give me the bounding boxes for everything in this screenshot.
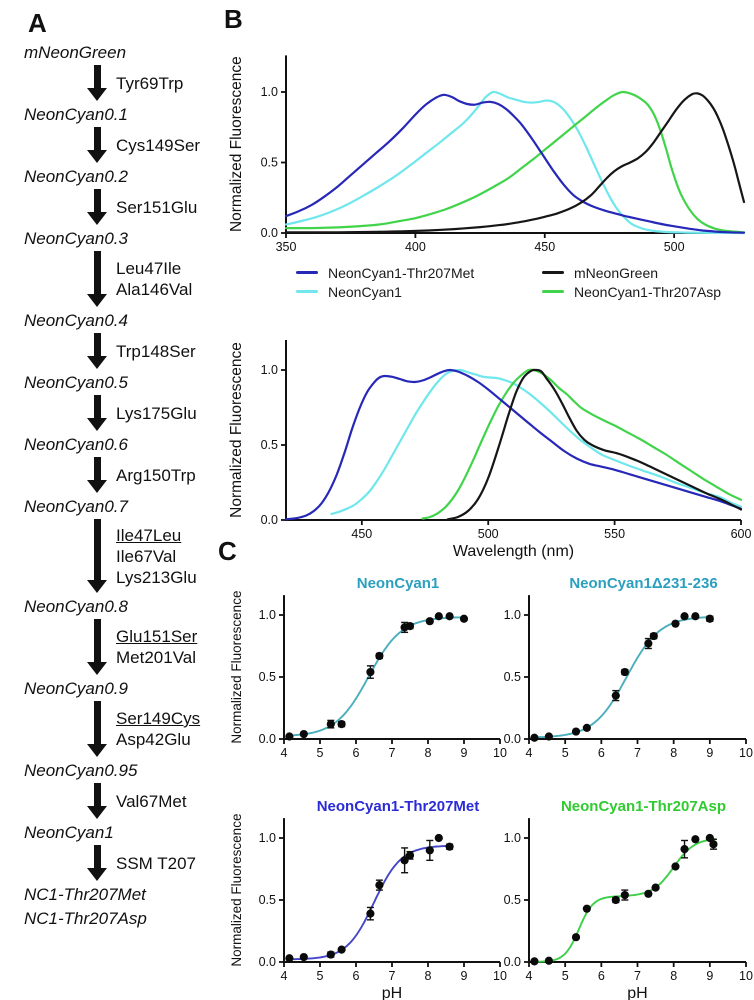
mutation-step	[86, 333, 222, 369]
down-arrow-icon	[86, 619, 108, 675]
arrow-head	[87, 88, 107, 101]
excitation-spectra-chart	[228, 36, 754, 277]
y-tick-label: 0.5	[260, 155, 278, 170]
c2-svg	[500, 572, 754, 780]
mutation-labels	[116, 65, 183, 101]
x-axis-title: Wavelength (nm)	[452, 543, 575, 560]
y-tick-label: 0.5	[503, 670, 521, 684]
x-tick-label: 8	[424, 969, 432, 983]
data-point	[446, 612, 454, 620]
arrow-head	[87, 212, 107, 225]
data-point	[460, 615, 468, 623]
ph-chart-neoncyan1-delta231-236	[500, 572, 754, 785]
arrow-shaft	[94, 127, 101, 150]
mutation-label: Val67Met	[116, 791, 187, 811]
data-point	[706, 615, 714, 623]
emission-spectra-chart	[228, 330, 754, 573]
ph-chart-neoncyan1	[228, 572, 510, 785]
mutation-label: Ile47Leu	[116, 525, 182, 545]
x-tick-label: 8	[670, 746, 678, 760]
arrow-shaft	[94, 189, 101, 212]
mutation-labels	[116, 783, 187, 819]
series-black	[286, 93, 744, 232]
data-point	[366, 910, 374, 918]
y-axis-title: Normalized Fluorescence	[229, 813, 244, 967]
arrow-head	[87, 868, 107, 881]
mutation-step	[86, 395, 222, 431]
legend-label: NeonCyan1-Thr207Met	[328, 264, 475, 281]
x-tick-label: 5	[316, 969, 324, 983]
series-blue	[286, 95, 744, 233]
x-tick-label: 6	[352, 969, 360, 983]
series-green	[286, 92, 744, 232]
mutation-label: Met201Val	[116, 648, 197, 667]
variant-name: NC1-Thr207Met	[24, 885, 146, 904]
data-point	[583, 905, 591, 913]
x-tick-label: 4	[525, 746, 533, 760]
data-point	[651, 884, 659, 892]
c1-svg	[228, 572, 510, 780]
arrow-shaft	[94, 251, 101, 294]
legend-line-swatch	[296, 271, 318, 275]
x-tick-label: 7	[634, 969, 641, 983]
x-tick-label: 350	[275, 240, 297, 254]
arrow-head	[87, 356, 107, 369]
subplot-title: NeonCyan1-Thr207Asp	[560, 798, 727, 815]
data-point	[300, 730, 308, 738]
x-tick-label: 9	[706, 746, 714, 760]
data-point	[583, 724, 591, 732]
mutation-label: Asp42Glu	[116, 730, 191, 749]
mutation-label: Ile67Val	[116, 546, 177, 566]
fit-curve	[286, 846, 450, 959]
data-point	[338, 946, 346, 954]
data-point	[530, 734, 538, 742]
data-point	[671, 620, 679, 628]
y-tick-label: 0.5	[258, 893, 276, 907]
panel-a-label: A	[28, 8, 47, 38]
y-tick-label: 0.0	[503, 955, 521, 969]
mutation-label: Leu47Ile	[116, 259, 182, 278]
arrow-shaft	[94, 457, 101, 480]
mutation-labels	[116, 251, 192, 307]
mutation-label: Glu151Ser	[116, 627, 198, 646]
x-axis-title: pH	[627, 985, 648, 1000]
arrow-head	[87, 418, 107, 431]
arrow-head	[87, 662, 107, 675]
mutation-label: Arg150Trp	[116, 465, 196, 485]
panel-c-label: C	[218, 536, 237, 566]
data-point	[375, 881, 383, 889]
mutation-labels	[116, 519, 197, 593]
fit-curve	[531, 617, 711, 737]
fit-curve	[286, 617, 465, 736]
spectra-legend	[296, 263, 721, 301]
x-tick-label: 10	[739, 746, 753, 760]
data-point	[572, 933, 580, 941]
data-point	[530, 957, 538, 965]
data-point	[691, 612, 699, 620]
variant-name: NeonCyan0.6	[24, 435, 128, 454]
arrow-head	[87, 480, 107, 493]
mutation-labels	[116, 189, 197, 225]
data-point	[366, 668, 374, 676]
data-point	[327, 720, 335, 728]
legend-column	[296, 263, 542, 301]
y-axis-title: Normalized Fluorescence	[228, 342, 245, 518]
mutation-label: Lys213Glu	[116, 567, 197, 587]
mutation-label: Cys149Ser	[116, 135, 201, 155]
down-arrow-icon	[86, 333, 108, 369]
data-point	[406, 622, 414, 630]
x-axis-title: pH	[381, 985, 403, 1000]
data-point	[285, 732, 293, 740]
mutation-step	[86, 701, 222, 757]
arrow-head	[87, 580, 107, 593]
arrow-shaft	[94, 845, 101, 868]
data-point	[612, 896, 620, 904]
x-tick-label: 9	[460, 969, 468, 983]
mutation-labels	[116, 333, 196, 369]
data-point	[621, 668, 629, 676]
subplot-title: NeonCyan1	[356, 575, 440, 592]
arrow-head	[87, 806, 107, 819]
x-tick-label: 9	[706, 969, 714, 983]
arrow-shaft	[94, 701, 101, 744]
legend-line-swatch	[296, 290, 318, 294]
series-cyan	[286, 92, 744, 233]
x-tick-label: 7	[388, 969, 396, 983]
variant-name: NeonCyan0.4	[24, 311, 128, 330]
data-point	[572, 727, 580, 735]
y-tick-label: 0.0	[503, 732, 521, 746]
legend-line-swatch	[542, 271, 564, 275]
x-tick-label: 450	[351, 527, 373, 541]
legend-label: NeonCyan1-Thr207Asp	[574, 283, 722, 300]
mutation-label: SSM T207	[116, 853, 197, 873]
x-tick-label: 6	[352, 746, 360, 760]
data-point	[446, 843, 454, 851]
x-tick-label: 8	[670, 969, 678, 983]
legend-entry	[296, 263, 542, 282]
x-tick-label: 7	[634, 746, 641, 760]
data-point	[435, 612, 443, 620]
mutation-labels	[116, 395, 197, 431]
mutation-step	[86, 251, 222, 307]
variant-name: NeonCyan0.95	[24, 761, 138, 780]
arrow-head	[87, 294, 107, 307]
x-tick-label: 10	[493, 746, 507, 760]
y-tick-label: 0.5	[260, 438, 278, 452]
legend-line-swatch	[542, 290, 564, 294]
x-tick-label: 4	[280, 746, 288, 760]
data-point	[680, 612, 688, 620]
mutation-label: Ser151Glu	[116, 197, 198, 217]
x-tick-label: 6	[597, 969, 605, 983]
data-point	[406, 851, 414, 859]
variant-name: NeonCyan1	[24, 823, 114, 842]
variant-name: NeonCyan0.8	[24, 597, 128, 616]
data-point	[426, 846, 434, 854]
y-tick-label: 0.5	[258, 670, 276, 684]
arrow-shaft	[94, 619, 101, 662]
mutation-step	[86, 189, 222, 225]
y-tick-label: 1.0	[258, 831, 276, 845]
mutation-label: Lys175Glu	[116, 403, 197, 423]
x-tick-label: 600	[730, 527, 752, 541]
mutation-label: Ala146Val	[116, 280, 193, 299]
variant-name: NeonCyan0.7	[24, 497, 128, 516]
mutation-labels	[116, 457, 196, 493]
mutation-pathway	[22, 42, 222, 929]
down-arrow-icon	[86, 189, 108, 225]
data-point	[285, 954, 293, 962]
x-tick-label: 9	[460, 746, 468, 760]
arrow-shaft	[94, 333, 101, 356]
series-cyan	[332, 370, 742, 514]
panel-a	[22, 6, 222, 931]
mutation-label: Tyr69Trp	[116, 73, 184, 93]
series-blue	[286, 370, 741, 519]
arrow-shaft	[94, 519, 101, 580]
legend-label: NeonCyan1	[328, 283, 402, 300]
y-tick-label: 0.0	[258, 955, 276, 969]
data-point	[338, 720, 346, 728]
down-arrow-icon	[86, 251, 108, 307]
mutation-labels	[116, 845, 196, 881]
c3-svg	[228, 795, 510, 1000]
x-tick-label: 550	[604, 527, 626, 541]
data-point	[545, 732, 553, 740]
data-point	[327, 950, 335, 958]
ph-chart-neoncyan1-thr207asp	[500, 795, 754, 1000]
legend-column	[542, 263, 721, 301]
legend-label: mNeonGreen	[574, 264, 659, 281]
arrow-shaft	[94, 783, 101, 806]
x-tick-label: 500	[663, 240, 685, 254]
ph-chart-neoncyan1-thr207met	[228, 795, 510, 1000]
data-point	[375, 652, 383, 660]
x-tick-label: 5	[561, 969, 569, 983]
y-axis-title: Normalized Fluorescence	[228, 56, 245, 233]
down-arrow-icon	[86, 845, 108, 881]
mutation-labels	[116, 127, 200, 163]
down-arrow-icon	[86, 395, 108, 431]
variant-name: NeonCyan0.1	[24, 105, 128, 124]
mutation-step	[86, 65, 222, 101]
x-tick-label: 7	[388, 746, 396, 760]
x-tick-label: 10	[739, 969, 753, 983]
data-point	[300, 953, 308, 961]
x-tick-label: 10	[493, 969, 507, 983]
mutation-step	[86, 519, 222, 593]
mutation-label: Ser149Cys	[116, 709, 201, 728]
x-tick-label: 5	[316, 746, 324, 760]
mutation-labels	[116, 701, 200, 757]
x-tick-label: 5	[561, 746, 569, 760]
arrow-shaft	[94, 65, 101, 88]
data-point	[644, 890, 652, 898]
data-point	[644, 639, 652, 647]
x-tick-label: 6	[597, 746, 605, 760]
mutation-label: Trp148Ser	[116, 341, 196, 361]
data-point	[545, 957, 553, 965]
y-tick-label: 1.0	[258, 608, 276, 622]
series-green	[423, 370, 742, 519]
variant-name: NC1-Thr207Asp	[24, 909, 147, 928]
data-point	[680, 845, 688, 853]
subplot-title: NeonCyan1Δ231-236	[569, 575, 718, 592]
mutation-step	[86, 127, 222, 163]
subplot-title: NeonCyan1-Thr207Met	[316, 798, 480, 815]
variant-name: mNeonGreen	[24, 43, 127, 62]
panel-b-label: B	[224, 4, 243, 34]
y-tick-label: 0.5	[503, 893, 521, 907]
y-axis-title: Normalized Fluorescence	[229, 590, 244, 744]
mutation-step	[86, 619, 222, 675]
x-tick-label: 8	[424, 746, 432, 760]
legend-entry	[542, 263, 721, 282]
legend-entry	[542, 282, 721, 301]
down-arrow-icon	[86, 127, 108, 163]
y-tick-label: 1.0	[503, 831, 521, 845]
data-point	[671, 862, 679, 870]
data-point	[621, 891, 629, 899]
y-tick-label: 0.0	[258, 732, 276, 746]
data-point	[650, 632, 658, 640]
legend-entry	[296, 282, 542, 301]
down-arrow-icon	[86, 65, 108, 101]
arrow-shaft	[94, 395, 101, 418]
arrow-head	[87, 150, 107, 163]
x-tick-label: 4	[280, 969, 288, 983]
y-tick-label: 1.0	[260, 85, 278, 99]
variant-name: NeonCyan0.2	[24, 167, 128, 186]
data-point	[426, 617, 434, 625]
data-point	[691, 835, 699, 843]
x-tick-label: 500	[477, 527, 499, 541]
down-arrow-icon	[86, 701, 108, 757]
data-point	[709, 840, 717, 848]
mutation-labels	[116, 619, 197, 675]
y-tick-label: 1.0	[503, 608, 521, 622]
down-arrow-icon	[86, 457, 108, 493]
x-tick-label: 400	[404, 240, 426, 254]
mutation-step	[86, 457, 222, 493]
variant-name: NeonCyan0.3	[24, 229, 128, 248]
down-arrow-icon	[86, 519, 108, 593]
mutation-step	[86, 783, 222, 819]
down-arrow-icon	[86, 783, 108, 819]
y-tick-label: 1.0	[260, 363, 278, 377]
x-tick-label: 4	[525, 969, 533, 983]
variant-name: NeonCyan0.5	[24, 373, 128, 392]
data-point	[612, 692, 620, 700]
mutation-step	[86, 845, 222, 881]
arrow-head	[87, 744, 107, 757]
y-tick-label: 0.0	[260, 513, 278, 527]
y-tick-label: 0.0	[260, 226, 278, 240]
variant-name: NeonCyan0.9	[24, 679, 128, 698]
x-tick-label: 450	[534, 240, 556, 254]
c4-svg	[500, 795, 754, 1000]
excitation-svg	[228, 36, 754, 272]
emission-svg	[228, 330, 754, 568]
data-point	[435, 834, 443, 842]
